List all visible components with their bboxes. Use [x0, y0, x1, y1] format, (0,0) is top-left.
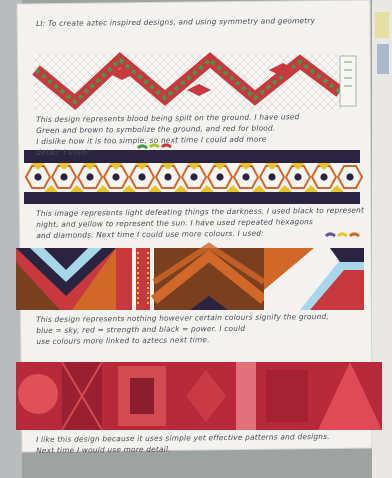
caption-line: use colours more linked to aztecs next time.: [36, 335, 210, 346]
red-blocks-design-strip: [16, 362, 382, 430]
caption-2: [36, 205, 364, 241]
caption-line: and diamonds. Next time I could use more colours. I used:: [36, 228, 264, 240]
caption-line: Green and brown to symbolize the ground, and red for blood.: [36, 123, 276, 135]
caption-line: I dislike how it is too simple, so next time I could add more: [36, 134, 267, 146]
caption-line: detail. I used:: [36, 147, 90, 157]
caption-4: [36, 431, 330, 456]
caption-line: This design represents nothing however certain colours signify the ground,: [36, 311, 329, 324]
chevron-design-strip: [16, 246, 364, 310]
caption-1: [36, 111, 300, 158]
zigzag-design-strip: [34, 54, 356, 110]
caption-line: This image represents light defeating things the darkness. I used black to represent: [36, 205, 365, 218]
hexagon-design-strip: [24, 150, 362, 204]
caption-line: I like this design because it uses simple yet effective patterns and designs.: [36, 431, 330, 444]
caption-line: blue = sky, red = strength and black = power. I could: [36, 323, 246, 335]
caption-line: This design represents blood being spilt on the ground. I have used: [36, 112, 300, 124]
caption-3: [36, 311, 329, 347]
caption-line: Next time I would use more detail.: [36, 444, 171, 455]
caption-line: night, and yellow to represent the sun. I have used repeated hexagons: [36, 217, 314, 229]
title-text: LI: To create aztec inspired designs, and using symmetry and geometry: [36, 16, 316, 28]
